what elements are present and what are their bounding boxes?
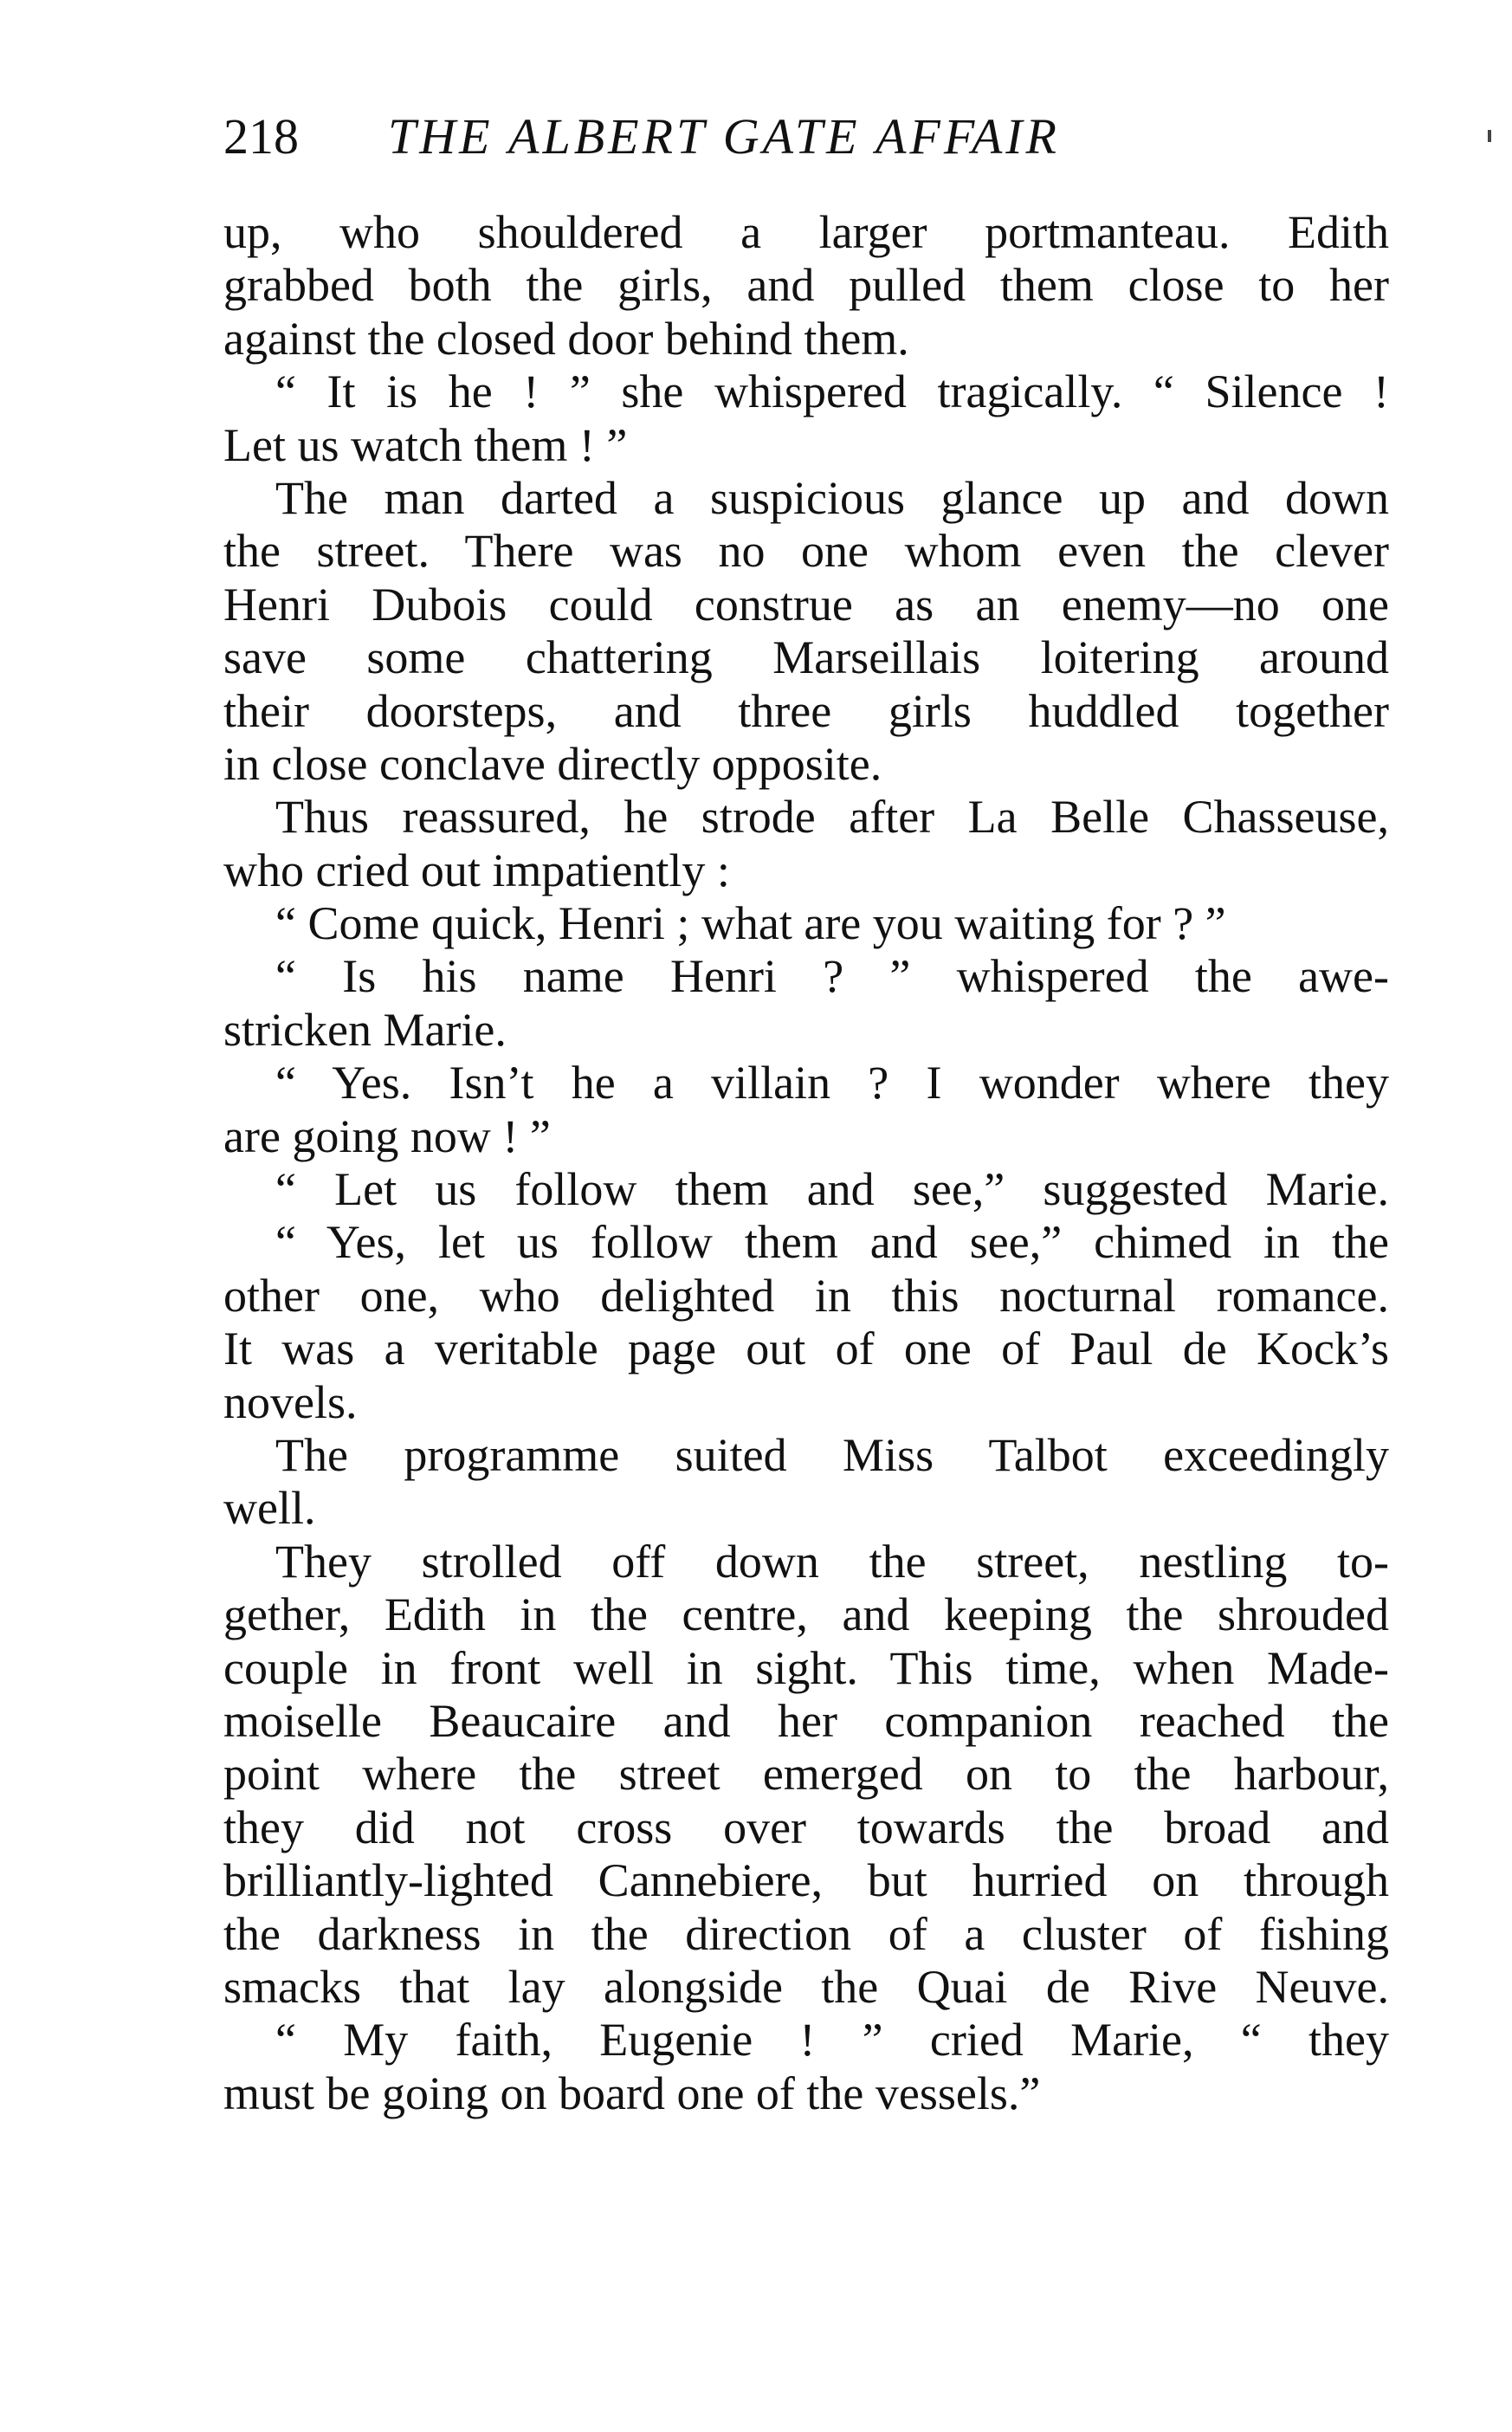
text-line: smacks that lay alongside the Quai de Rive Neuve.: [223, 1960, 1389, 2013]
text-line: Let us watch them ! ”: [223, 418, 628, 471]
text-line: “ My faith, Eugenie ! ” cried Marie, “ they: [275, 2014, 1389, 2067]
body-text: [223, 206, 1389, 2120]
text-line: couple in front well in sight. This time, when Made-: [223, 1641, 1389, 1694]
text-line: in close conclave directly opposite.: [223, 737, 882, 790]
running-title: THE ALBERT GATE AFFAIR: [388, 108, 1060, 165]
text-line: “ Is his name Henri ? ” whispered the awe-: [275, 950, 1389, 1003]
text-line: must be going on board one of the vessels.”: [223, 2067, 1041, 2119]
text-line: The man darted a suspicious glance up and down: [275, 471, 1389, 524]
text-line: It was a veritable page out of one of Paul de Kock’s: [223, 1323, 1389, 1375]
text-line: well.: [223, 1482, 316, 1535]
text-line: against the closed door behind them.: [223, 312, 909, 365]
text-line: are going now ! ”: [223, 1109, 551, 1162]
text-line: brilliantly-lighted Cannebiere, but hurried on through: [223, 1854, 1389, 1907]
text-line: up, who shouldered a larger portmanteau. Edith: [223, 206, 1389, 258]
text-line: “ Let us follow them and see,” suggested Marie.: [275, 1163, 1389, 1216]
text-line: gether, Edith in the centre, and keeping the shrouded: [223, 1588, 1389, 1641]
text-line: other one, who delighted in this nocturnal romance.: [223, 1269, 1389, 1322]
text-line: “ Yes. Isn’t he a villain ? I wonder where they: [275, 1057, 1389, 1109]
text-line: they did not cross over towards the broad and: [223, 1801, 1389, 1853]
margin-mark: [1488, 130, 1491, 142]
text-line: They strolled off down the street, nestling to-: [275, 1535, 1389, 1588]
text-line: moiselle Beaucaire and her companion reached the: [223, 1694, 1389, 1747]
text-line: point where the street emerged on to the harbour,: [223, 1748, 1389, 1801]
text-line: “ Come quick, Henri ; what are you waiting for ? ”: [275, 897, 1226, 950]
text-line: novels.: [223, 1375, 358, 1428]
text-line: Thus reassured, he strode after La Belle Chasseuse,: [275, 791, 1389, 844]
text-line: the darkness in the direction of a cluster of fishing: [223, 1907, 1389, 1960]
text-line: “ It is he ! ” she whispered tragically. “ Silence !: [275, 365, 1389, 418]
text-line: who cried out impatiently :: [223, 844, 730, 896]
text-line: Henri Dubois could construe as an enemy—no one: [223, 578, 1389, 631]
text-line: their doorsteps, and three girls huddled together: [223, 684, 1389, 737]
text-line: the street. There was no one whom even the clever: [223, 525, 1389, 578]
text-line: grabbed both the girls, and pulled them close to her: [223, 259, 1389, 312]
text-line: The programme suited Miss Talbot exceedingly: [275, 1428, 1389, 1481]
page-header: [223, 102, 1392, 171]
text-line: save some chattering Marseillais loitering around: [223, 631, 1389, 684]
text-line: “ Yes, let us follow them and see,” chimed in the: [275, 1216, 1389, 1269]
text-line: stricken Marie.: [223, 1003, 507, 1056]
page-number: 218: [223, 108, 299, 165]
